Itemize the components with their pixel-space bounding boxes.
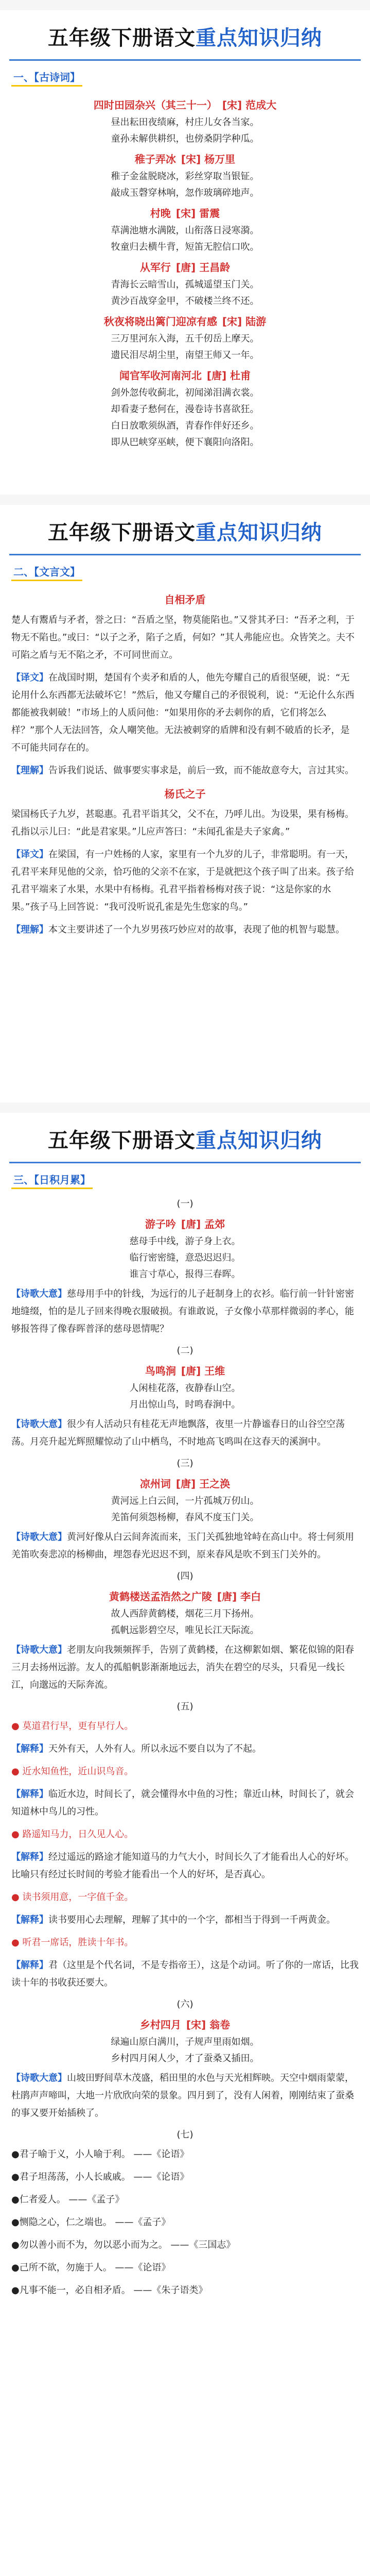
poem-2 xyxy=(0,151,370,199)
classical-moral-2: 【理解】本文主要讲述了一个九岁男孩巧妙应对的故事，表现了他的机智与聪慧。 xyxy=(11,924,345,935)
poem-line: 草满池塘水满陂，山衔落日浸寒漪。 xyxy=(111,225,259,236)
quote-6: ●己所不欲，勿施于人。 ——《论语》 xyxy=(11,2262,171,2273)
title-accent: 重点知识归纳 xyxy=(196,26,322,50)
daily-number: (一) xyxy=(177,1198,193,1209)
daily-poem-title-1: 游子吟 [唐] 孟郊 xyxy=(145,1218,225,1230)
daily-number: (二) xyxy=(177,1345,193,1356)
poem-line: 剑外忽传收蓟北，初闻涕泪满衣裳。 xyxy=(111,387,259,398)
saying-5: ● 听君一席话，胜读十年书。 xyxy=(11,1937,134,1948)
poem-3 xyxy=(0,205,370,253)
saying-3: ● 路遥知马力，日久见人心。 xyxy=(11,1829,134,1840)
classical-translation-1: 【译文】在战国时期，楚国有个卖矛和盾的人，他先夸耀自己的盾很坚硬，说：“无论用什么东西都无法破坏它！”然后，他又夸耀自己的矛很锐利，说：“无论什么东西都能被我刺破！”市场上的人质问他：“如果用你的矛去刺你的盾，它们将怎么样？”那个人无法回答，众人嘲笑他。无法被刺穿的盾牌和没有刺不破盾的长矛，是不可能共同存在的。 xyxy=(11,672,355,753)
poem-title: 闻官军收河南河北 [唐] 杜甫 xyxy=(119,369,251,382)
poem-line: 月出惊山鸟，时鸣春涧中。 xyxy=(129,1399,241,1410)
daily-meaning-6: 【诗歌大意】山坡田野间草木茂盛，稻田里的水色与天光相辉映。天空中烟雨蒙蒙，杜鹃声声啼叫，大地一片欣欣向荣的景象。四月到了，没有人闲着，刚刚结束了蚕桑的事又要开始插秧了。 xyxy=(11,2073,354,2119)
poem-5 xyxy=(0,313,370,361)
poem-line: 青海长云暗雪山，孤城遥望玉门关。 xyxy=(111,279,259,290)
poem-line: 故人西辞黄鹤楼，烟花三月下扬州。 xyxy=(111,1608,259,1619)
title-underline xyxy=(9,554,361,555)
poem-title: 村晚 [宋] 雷震 xyxy=(150,207,220,219)
quote-4: ●恻隐之心，仁之端也。 ——《孟子》 xyxy=(11,2217,171,2228)
poem-line: 乡村四月闲人少，才了蚕桑又插田。 xyxy=(111,2053,259,2064)
daily-poem-title-2: 鸟鸣涧 [唐] 王维 xyxy=(145,1365,225,1377)
poem-line: 即从巴峡穿巫峡，便下襄阳向洛阳。 xyxy=(111,437,259,448)
page-title xyxy=(0,10,370,51)
classical-body-2: 梁国杨氏子九岁，甚聪惠。孔君平诣其父，父不在，乃呼儿出。为设果，果有杨梅。孔指以示儿曰：“此是君家果。”儿应声答曰：“未闻孔雀是夫子家禽。” xyxy=(11,809,354,837)
daily-number: (六) xyxy=(177,1999,193,2010)
title-underline xyxy=(9,1162,361,1163)
section-tag-poems: 一、【古诗词】 xyxy=(11,69,82,87)
daily-number: (五) xyxy=(177,1701,193,1712)
poem-line: 却看妻子愁何在，漫卷诗书喜欲狂。 xyxy=(111,404,259,415)
poem-line: 谁言寸草心，报得三春晖。 xyxy=(129,1269,241,1280)
poem-line: 昼出耘田夜绩麻，村庄儿女各当家。 xyxy=(111,117,259,128)
quote-3: ●仁者爱人。 ——《孟子》 xyxy=(11,2194,125,2205)
saying-5-meaning: 【解释】君（这里是个代名词，不是专指帝王），这是个动词。听了你的一席话，比我读十年的书收获还要大。 xyxy=(11,1960,359,1988)
saying-3-meaning: 【解释】经过遥远的路途才能知道马的力气大小，时间长久了才能看出人心的好坏。比喻只有经过长时间的考验才能看出一个人的好坏，是否真心。 xyxy=(11,1852,354,1880)
poem-line: 白日放歌须纵酒，青春作伴好还乡。 xyxy=(111,420,259,431)
quote-2: ●君子坦荡荡，小人长戚戚。 ——《论语》 xyxy=(11,2172,189,2182)
daily-poem-title-4: 黄鹤楼送孟浩然之广陵 [唐] 李白 xyxy=(109,1590,261,1603)
daily-meaning-1: 【诗歌大意】慈母用手中的针线，为远行的儿子赶制身上的衣衫。临行前一针针密密地缝缀，怕的是儿子回来得晚衣服破损。有谁敢说，子女像小草那样微弱的孝心，能够报答得了像春晖普泽的慈母恩情呢？ xyxy=(11,1289,354,1334)
poem-title: 稚子弄冰 [宋] 杨万里 xyxy=(134,153,236,165)
quote-1: ●君子喻于义，小人喻于利。 ——《论语》 xyxy=(11,2149,189,2160)
classical-title-2: 杨氏之子 xyxy=(164,788,206,800)
poem-line: 遗民泪尽胡尘里，南望王师又一年。 xyxy=(111,350,259,361)
page-title: 五年级下册语文重点知识归纳 xyxy=(48,521,322,545)
poem-1 xyxy=(0,97,370,145)
section-tag-daily: 三、【日积月累】 xyxy=(11,1172,93,1189)
poem-line: 羌笛何须怨杨柳，春风不度玉门关。 xyxy=(111,1512,259,1523)
poem-line: 慈母手中线，游子身上衣。 xyxy=(129,1236,241,1247)
saying-1-meaning: 【解释】天外有天，人外有人。所以永远不要自以为了不起。 xyxy=(11,1743,261,1754)
classical-moral-1: 【理解】告诉我们说话、做事要实事求是，前后一致，而不能故意夸大，言过其实。 xyxy=(11,765,354,776)
section-daily xyxy=(0,1113,370,2576)
saying-2-meaning: 【解释】临近水边，时间长了，就会懂得水中鱼的习性；靠近山林，时间长了，就会知道林中鸟儿的习性。 xyxy=(11,1789,354,1817)
section-tag-classical: 二、【文言文】 xyxy=(11,564,82,581)
poem-line: 黄沙百战穿金甲，不破楼兰终不还。 xyxy=(111,296,259,307)
poem-line: 牧童归去横牛背，短笛无腔信口吹。 xyxy=(111,242,259,252)
title-main: 五年级下册语文 xyxy=(48,26,196,50)
poem-line: 绿遍山原白满川，子规声里雨如烟。 xyxy=(111,2037,259,2047)
page-title: 五年级下册语文重点知识归纳 xyxy=(48,1129,322,1153)
classical-translation-2: 【译文】在梁国，有一户姓杨的人家，家里有一个九岁的儿子，非常聪明。有一天，孔君平来拜见他的父亲，恰巧他的父亲不在家，于是就把这个孩子叫了出来。孩子给孔君平端来了水果，水果中有杨梅。孔君平指着杨梅对孩子说：“这是你家的水果。”孩子马上回答说：“我可没听说孔雀是先生您家的鸟。” xyxy=(11,849,354,912)
section-classical xyxy=(0,505,370,1103)
title-underline xyxy=(9,59,361,61)
poem-line: 人闲桂花落，夜静春山空。 xyxy=(129,1383,241,1394)
poem-line: 黄河远上白云间，一片孤城万仞山。 xyxy=(111,1496,259,1506)
quote-5: ●勿以善小而不为，勿以恶小而为之。 ——《三国志》 xyxy=(11,2240,236,2250)
daily-number: (四) xyxy=(177,1571,193,1582)
poem-4 xyxy=(0,259,370,307)
classical-title-1: 自相矛盾 xyxy=(164,594,206,606)
saying-2: ● 近水知鱼性，近山识鸟音。 xyxy=(11,1766,134,1777)
daily-meaning-4: 【诗歌大意】老朋友向我频频挥手，告别了黄鹤楼，在这柳絮如烟、繁花似锦的阳春三月去扬州远游。友人的孤船帆影渐渐地远去，消失在碧空的尽头，只看见一线长江，向邈远的天际奔流。 xyxy=(11,1645,354,1690)
poem-title: 四时田园杂兴（其三十一） [宋] 范成大 xyxy=(93,99,277,111)
daily-number: (三) xyxy=(177,1458,193,1469)
saying-4: ● 读书须用意，一字值千金。 xyxy=(11,1892,134,1903)
daily-poem-title-6: 乡村四月 [宋] 翁卷 xyxy=(139,2019,231,2031)
poem-title: 从军行 [唐] 王昌龄 xyxy=(139,261,231,274)
poem-6 xyxy=(0,367,370,448)
poem-line: 三万里河东入海，五千仞岳上摩天。 xyxy=(111,333,259,344)
poem-title: 秋夜将晓出篱门迎凉有感 [宋] 陆游 xyxy=(103,315,267,328)
saying-4-meaning: 【解释】读书要用心去理解，理解了其中的一个字，都相当于得到一千两黄金。 xyxy=(11,1914,336,1925)
classical-body-1: 楚人有鬻盾与矛者，誉之曰：“吾盾之坚，物莫能陷也。”又誉其矛曰：“吾矛之利，于物无不陷也。”或曰：“以子之矛，陷子之盾，何如？”其人弗能应也。众皆笑之。夫不可陷之盾与无不陷之矛，不可同世而立。 xyxy=(11,615,355,660)
poem-line: 童孙未解供耕织，也傍桑阴学种瓜。 xyxy=(111,133,259,144)
daily-meaning-2: 【诗歌大意】很少有人活动只有桂花无声地飘落，夜里一片静谧春日的山谷空空荡荡。月亮升起光辉照耀惊动了山中栖鸟，不时地高飞鸣叫在这春天的溪涧中。 xyxy=(11,1419,345,1447)
poem-line: 临行密密缝，意恐迟迟归。 xyxy=(129,1252,241,1263)
daily-meaning-3: 【诗歌大意】黄河好像从白云间奔流而来，玉门关孤独地耸峙在高山中。将士何须用羌笛吹奏悲凉的杨柳曲，埋怨春光迟迟不到，原来春风是吹不到玉门关外的。 xyxy=(11,1532,354,1560)
poem-line: 孤帆远影碧空尽，唯见长江天际流。 xyxy=(111,1625,259,1636)
section-poems xyxy=(0,10,370,495)
poem-line: 稚子金盆脱晓冰，彩丝穿取当银钲。 xyxy=(111,171,259,182)
poem-line: 敲成玉磬穿林响，忽作玻璃碎地声。 xyxy=(111,188,259,198)
quote-7: ●凡事不能一，必自相矛盾。 ——《朱子语类》 xyxy=(11,2285,208,2296)
daily-poem-title-3: 凉州词 [唐] 王之涣 xyxy=(139,1478,231,1490)
daily-number: (七) xyxy=(177,2129,193,2140)
saying-1: ● 莫道君行早，更有早行人。 xyxy=(11,1721,134,1732)
